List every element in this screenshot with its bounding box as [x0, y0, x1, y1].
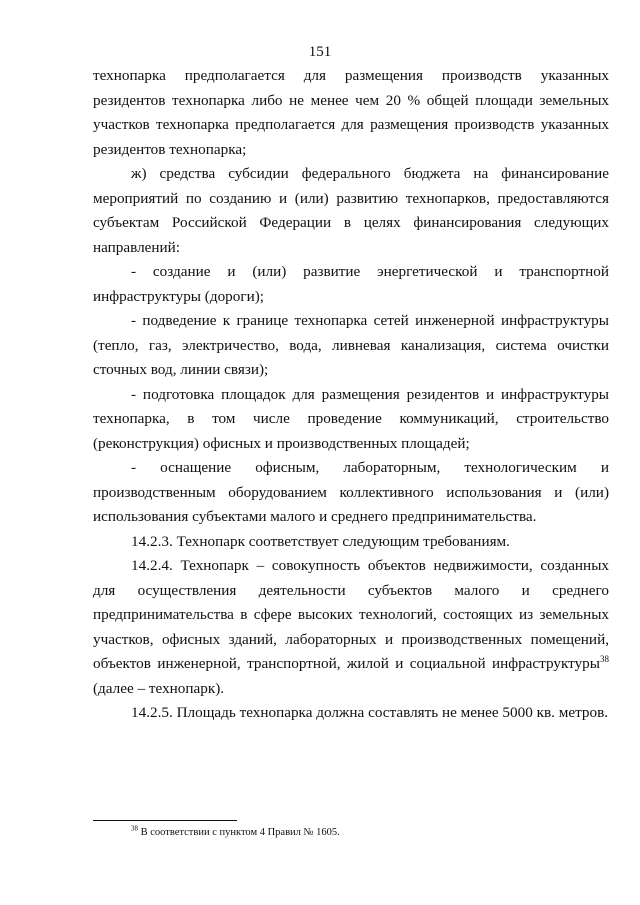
- list-item-equipment: - оснащение офисным, лабораторным, технологическим и производственным оборудованием коллективного использования и (или) использования субъектами малого и среднего предпринимательства.: [93, 459, 609, 525]
- paragraph-14-2-4: [93, 554, 609, 701]
- page-number: 151: [308, 44, 332, 60]
- list-item-engineering-networks: - подведение к границе технопарка сетей инженерной инфраструктуры (тепло, газ, электричество, вода, ливневая канализация, система очистки сточных вод, линии связи);: [93, 312, 609, 378]
- footnote-reference[interactable]: 38: [600, 653, 609, 664]
- paragraph-subsidy-directions: ж) средства субсидии федерального бюджета на финансирование мероприятий по созданию и (или) развитию технопарков, предоставляются субъектам Российской Федерации в целях финансирования следующих направлений:: [93, 165, 609, 256]
- definition-suffix: (далее – технопарк).: [93, 679, 225, 697]
- list-item-site-preparation: - подготовка площадок для размещения резидентов и инфраструктуры технопарка, в том числе проведение коммуникаций, строительство (реконструкция) офисных и производственных площадей;: [93, 385, 609, 452]
- paragraph-14-2-5: 14.2.5. Площадь технопарка должна составлять не менее 5000 кв. метров.: [131, 704, 609, 721]
- paragraph-14-2-3: 14.2.3. Технопарк соответствует следующим требованиям.: [131, 532, 510, 550]
- footnote-text: В соответствии с пунктом 4 Правил № 1605.: [138, 827, 340, 838]
- body-text: [93, 64, 609, 726]
- list-item-energy-transport: - создание и (или) развитие энергетической и транспортной инфраструктуры (дороги);: [93, 263, 609, 305]
- paragraph-continuation: технопарка предполагается для размещения производств указанных резидентов технопарка либо не менее чем 20 % общей площади земельных участков технопарка предполагается для размещения производств указанных резидентов технопарка;: [93, 67, 609, 158]
- footnote: [131, 826, 340, 840]
- footnote-marker: 38: [131, 824, 138, 833]
- definition-text: 14.2.4. Технопарк – совокупность объектов недвижимости, созданных для осуществления деятельности субъектов малого и среднего предпринимательства в сфере высоких технологий, состоящих из земельных участков, офисных зданий, лабораторных и производственных помещений, объектов инженерной, транспортной, жилой и социальной инфраструктуры: [93, 557, 609, 672]
- footnote-divider: [93, 820, 237, 821]
